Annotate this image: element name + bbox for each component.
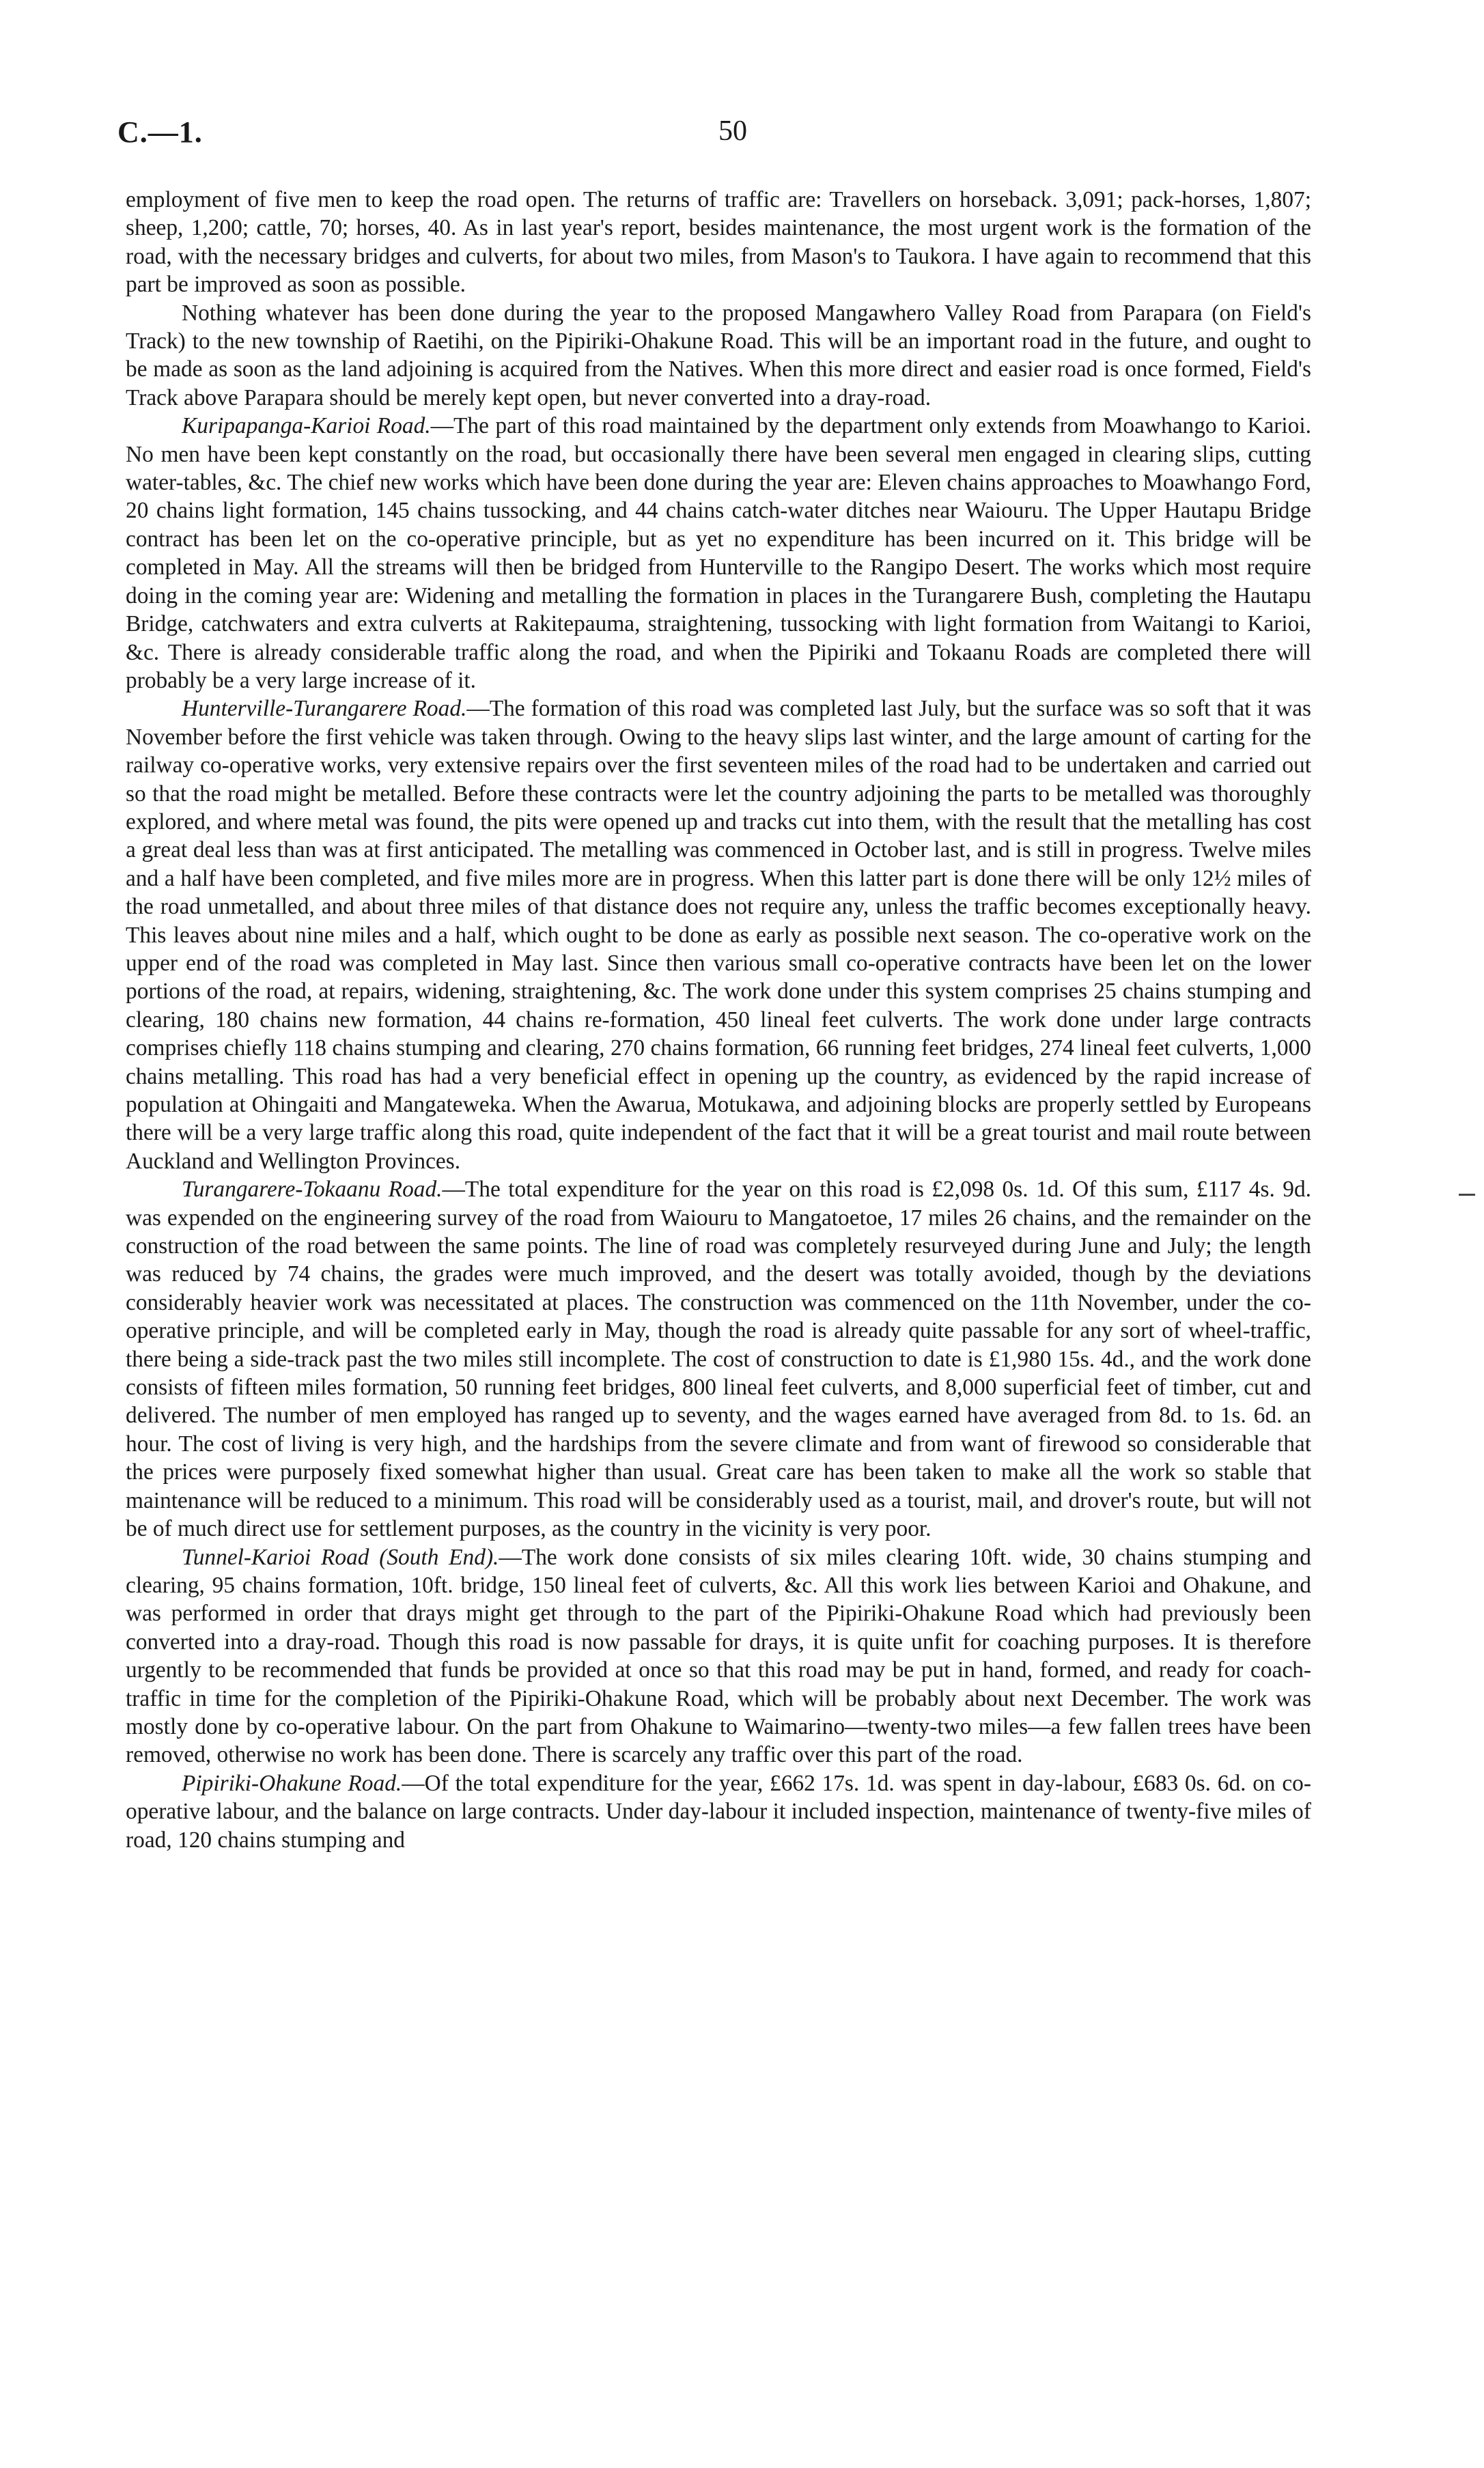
paragraph-text: employment of five men to keep the road open. The returns of traffic are: Travellers on horseback. 3,091; pack-horses, 1,807; sheep, 1,200; cattle, 70; horses, 40. As in last year's report, besides maintenance, the most urgent work is the formation of the road, with the necessary bridges and culverts, for about two miles, from Mason's to Taukora. I have again to recommend that this part be improved as soon as possible. (126, 187, 1311, 298)
body-text (126, 186, 1311, 1854)
paragraph (126, 1769, 1311, 1854)
paragraph (126, 299, 1311, 412)
section-heading: Pipiriki-Ohakune Road. (182, 1770, 402, 1796)
paragraph-text: —The total expenditure for the year on this road is £2,098 0s. 1d. Of this sum, £117 4s. 9d. was expended on the engineering survey of the road from Waiouru to Mangatoetoe, 17 miles 26 chains, and the remainder on the construction of the road between the same points. The line of road was completely resurveyed during June and July; the length was reduced by 74 chains, the grades were much improved, and the desert was totally avoided, though by the deviations considerably heavier work was necessitated at places. The construction was commenced on the 11th November, under the co-operative principle, and will be completed early in May, though the road is already quite passable for any sort of wheel-traffic, there being a side-track past the two miles still incomplete. The cost of construction to date is £1,980 15s. 4d., and the work done consists of fifteen miles formation, 50 running feet bridges, 800 lineal feet culverts, and 8,000 superficial feet of timber, cut and delivered. The number of men employed has ranged up to seventy, and the wages earned have averaged from 8d. to 1s. 6d. an hour. The cost of living is very high, and the hardships from the severe climate and from want of firewood so considerable that the prices were purposely fixed somewhat higher than usual. Great care has been taken to make all the work so stable that maintenance will be reduced to a minimum. This road will be considerably used as a tourist, mail, and drover's route, but will not be of much direct use for settlement purposes, as the country in the vicinity is very poor. (126, 1177, 1311, 1542)
paragraph-text: Nothing whatever has been done during the year to the proposed Mangawhero Valley Road from Parapara (on Field's Track) to the new township of Raetihi, on the Pipiriki-Ohakune Road. This will be an important road in the future, and ought to be made as soon as the land adjoining is acquired from the Natives. When this more direct and easier road is once formed, Field's Track above Parapara should be merely kept open, but never converted into a dray-road. (126, 300, 1311, 410)
paragraph-text: —The formation of this road was completed last July, but the surface was so soft that it was November before the first vehicle was taken through. Owing to the heavy slips last winter, and the large amount of carting for the railway co-operative works, very extensive repairs over the first seventeen miles of the road had to be undertaken and carried out so that the road might be metalled. Before these contracts were let the country adjoining the parts to be metalled was thoroughly explored, and where metal was found, the pits were opened up and tracks cut into them, with the result that the metalling has cost a great deal less than was at first anticipated. The metalling was commenced in October last, and is still in progress. Twelve miles and a half have been completed, and five miles more are in progress. When this latter part is done there will be only 12½ miles of the road unmetalled, and about three miles of that distance does not require any, unless the traffic becomes exceptionally heavy. This leaves about nine miles and a half, which ought to be done as early as possible next season. The co-operative work on the upper end of the road was completed in May last. Since then various small co-operative contracts have been let on the lower portions of the road, at repairs, widening, straightening, &c. The work done under this system comprises 25 chains stumping and clearing, 180 chains new formation, 44 chains re-formation, 450 lineal feet culverts. The work done under large contracts comprises chiefly 118 chains stumping and clearing, 270 chains formation, 66 running feet bridges, 274 lineal feet culverts, 1,000 chains metalling. This road has had a very beneficial effect in opening up the country, as evidenced by the rapid increase of population at Ohingaiti and Mangateweka. When the Awarua, Motukawa, and adjoining blocks are properly settled by Europeans there will be a very large traffic along this road, quite independent of the fact that it will be a great tourist and mail route between Auckland and Wellington Provinces. (126, 696, 1312, 1174)
paragraph (126, 695, 1311, 1175)
section-heading: Hunterville-Turangarere Road. (182, 696, 467, 722)
document-reference: C.—1. (117, 115, 203, 149)
page-number: 50 (718, 115, 747, 147)
paragraph-text: —The part of this road maintained by the department only extends from Moawhango to Karioi. No men have been kept constantly on the road, but occasionally there have been several men engaged in clearing slips, cutting water-tables, &c. The chief new works which have been done during the year are: Eleven chains approaches to Moawhango Ford, 20 chains light formation, 145 chains tussocking, and 44 chains catch-water ditches near Waiouru. The Upper Hautapu Bridge contract has been let on the co-operative principle, but as yet no expenditure has been incurred on it. This bridge will be completed in May. All the streams will then be bridged from Hunterville to the Rangipo Desert. The works which most require doing in the coming year are: Widening and metalling the formation in places in the Turangarere Bush, completing the Hautapu Bridge, catchwaters and extra culverts at Rakitepauma, straightening, tussocking with light formation from Waitangi to Karioi, &c. There is already considerable traffic along the road, and when the Pipiriki and Tokaanu Roads are completed there will probably be a very large increase of it. (126, 413, 1311, 693)
margin-mark (1459, 1194, 1475, 1196)
paragraph-text: —The work done consists of six miles clearing 10ft. wide, 30 chains stumping and clearing, 95 chains formation, 10ft. bridge, 150 lineal feet of culverts, &c. All this work lies between Karioi and Ohakune, and was performed in order that drays might get through to the part of the Pipiriki-Ohakune Road which had previously been converted into a dray-road. Though this road is now passable for drays, it is quite unfit for coaching purposes. It is therefore urgently to be recommended that funds be provided at once so that this road may be put in hand, formed, and ready for coach-traffic in time for the completion of the Pipiriki-Ohakune Road, which will be probably about next December. The work was mostly done by co-operative labour. On the part from Ohakune to Waimarino—twenty-two miles—a few fallen trees have been removed, otherwise no work has been done. There is scarcely any traffic over this part of the road. (126, 1544, 1312, 1768)
section-heading: Kuripapanga-Karioi Road. (182, 413, 431, 439)
page-header (117, 115, 1306, 163)
paragraph (126, 186, 1311, 299)
section-heading: Turangarere-Tokaanu Road. (182, 1177, 443, 1203)
paragraph (126, 412, 1311, 695)
section-heading: Tunnel-Karioi Road (South End). (182, 1544, 499, 1570)
paragraph-text: —Of the total expenditure for the year, £662 17s. 1d. was spent in day-labour, £683 0s. 6d. on co-operative labour, and the balance on large contracts. Under day-labour it included inspection, maintenance of twenty-five miles of road, 120 chains stumping and (126, 1770, 1311, 1853)
paragraph (126, 1543, 1311, 1769)
paragraph (126, 1175, 1311, 1543)
